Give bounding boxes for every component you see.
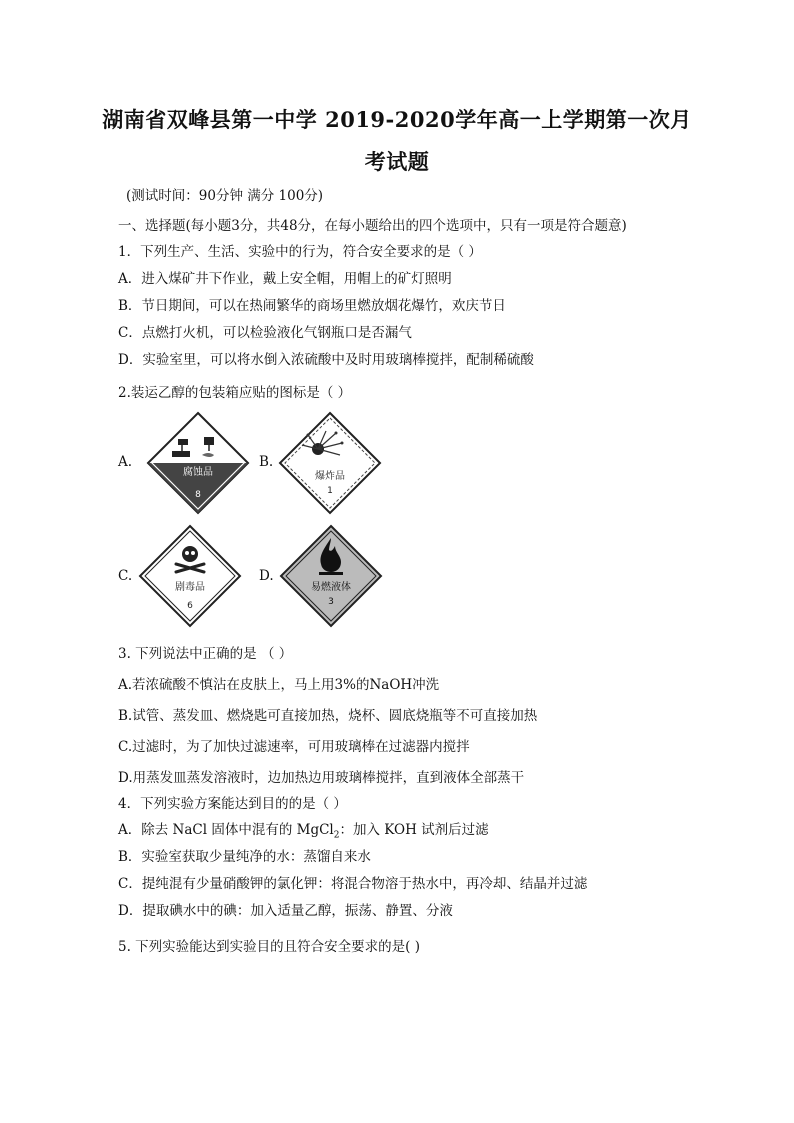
flammable-hazard-sign [279, 524, 383, 628]
q2-stem: 2.装运乙醇的包装箱应贴的图标是（ ） [118, 385, 352, 401]
q2-option-d-letter: D. [259, 568, 274, 584]
q4-option-a-prefix: A．除去 NaCl 固体中混有的 MgCl [118, 822, 334, 838]
q2-option-a-letter: A. [118, 454, 133, 470]
corrosive-sign-number: 8 [195, 490, 201, 500]
toxic-hazard-sign [138, 524, 242, 628]
toxic-sign-number: 6 [187, 601, 193, 611]
q1-option-a: A．进入煤矿井下作业，戴上安全帽，用帽上的矿灯照明 [118, 271, 452, 287]
explosive-sign-number: 1 [327, 486, 333, 496]
q4-option-c: C．提纯混有少量硝酸钾的氯化钾：将混合物溶于热水中，再冷却、结晶并过滤 [118, 876, 588, 892]
q4-option-b: B．实验室获取少量纯净的水：蒸馏自来水 [118, 849, 371, 865]
exam-title-line2: 考试题 [364, 149, 430, 174]
explosive-sign-text: 爆炸品 [315, 471, 345, 482]
q1-option-c: C．点燃打火机，可以检验液化气钢瓶口是否漏气 [118, 325, 412, 341]
q3-option-a: A.若浓硫酸不慎沾在皮肤上，马上用3%的NaOH冲洗 [118, 677, 440, 693]
q4-option-a [118, 821, 489, 845]
q1-option-d: D．实验室里，可以将水倒入浓硫酸中及时用玻璃棒搅拌，配制稀硫酸 [118, 352, 534, 368]
q2-option-c-letter: C. [118, 568, 133, 584]
exam-title-line1: 湖南省双峰县第一中学 2019-2020学年高一上学期第一次月 [102, 107, 692, 132]
q4-option-a-suffix: ：加入 KOH 试剂后过滤 [339, 822, 489, 838]
q3-stem: 3. 下列说法中正确的是 （ ） [118, 646, 293, 662]
flammable-sign-number: 3 [328, 597, 334, 607]
exam-meta: (测试时间：90分钟 满分 100分) [126, 188, 324, 204]
q1-option-b: B．节日期间，可以在热闹繁华的商场里燃放烟花爆竹，欢庆节日 [118, 298, 506, 314]
q5-stem: 5. 下列实验能达到实验目的且符合安全要求的是( ) [118, 939, 420, 955]
q3-option-b: B.试管、蒸发皿、燃烧匙可直接加热，烧杯、圆底烧瓶等不可直接加热 [118, 708, 538, 724]
q4-option-a-subscript: 2 [333, 830, 340, 841]
q3-option-d: D.用蒸发皿蒸发溶液时，边加热边用玻璃棒搅拌，直到液体全部蒸干 [118, 770, 525, 786]
q3-option-c: C.过滤时，为了加快过滤速率，可用玻璃棒在过滤器内搅拌 [118, 739, 470, 755]
toxic-sign-text: 剧毒品 [175, 582, 205, 593]
q4-option-d: D．提取碘水中的碘：加入适量乙醇，振荡、静置、分液 [118, 903, 453, 919]
section-heading: 一、选择题(每小题3分，共48分，在每小题给出的四个选项中，只有一项是符合题意) [118, 218, 627, 234]
q2-option-b-letter: B. [259, 454, 274, 470]
corrosive-hazard-sign [146, 411, 250, 515]
q4-stem: 4．下列实验方案能达到目的的是（ ） [118, 796, 347, 812]
corrosive-sign-text: 腐蚀品 [183, 467, 213, 478]
q1-stem: 1．下列生产、生活、实验中的行为，符合安全要求的是（ ） [118, 244, 482, 260]
flammable-sign-text: 易燃液体 [311, 582, 351, 593]
explosive-hazard-sign [278, 411, 382, 515]
